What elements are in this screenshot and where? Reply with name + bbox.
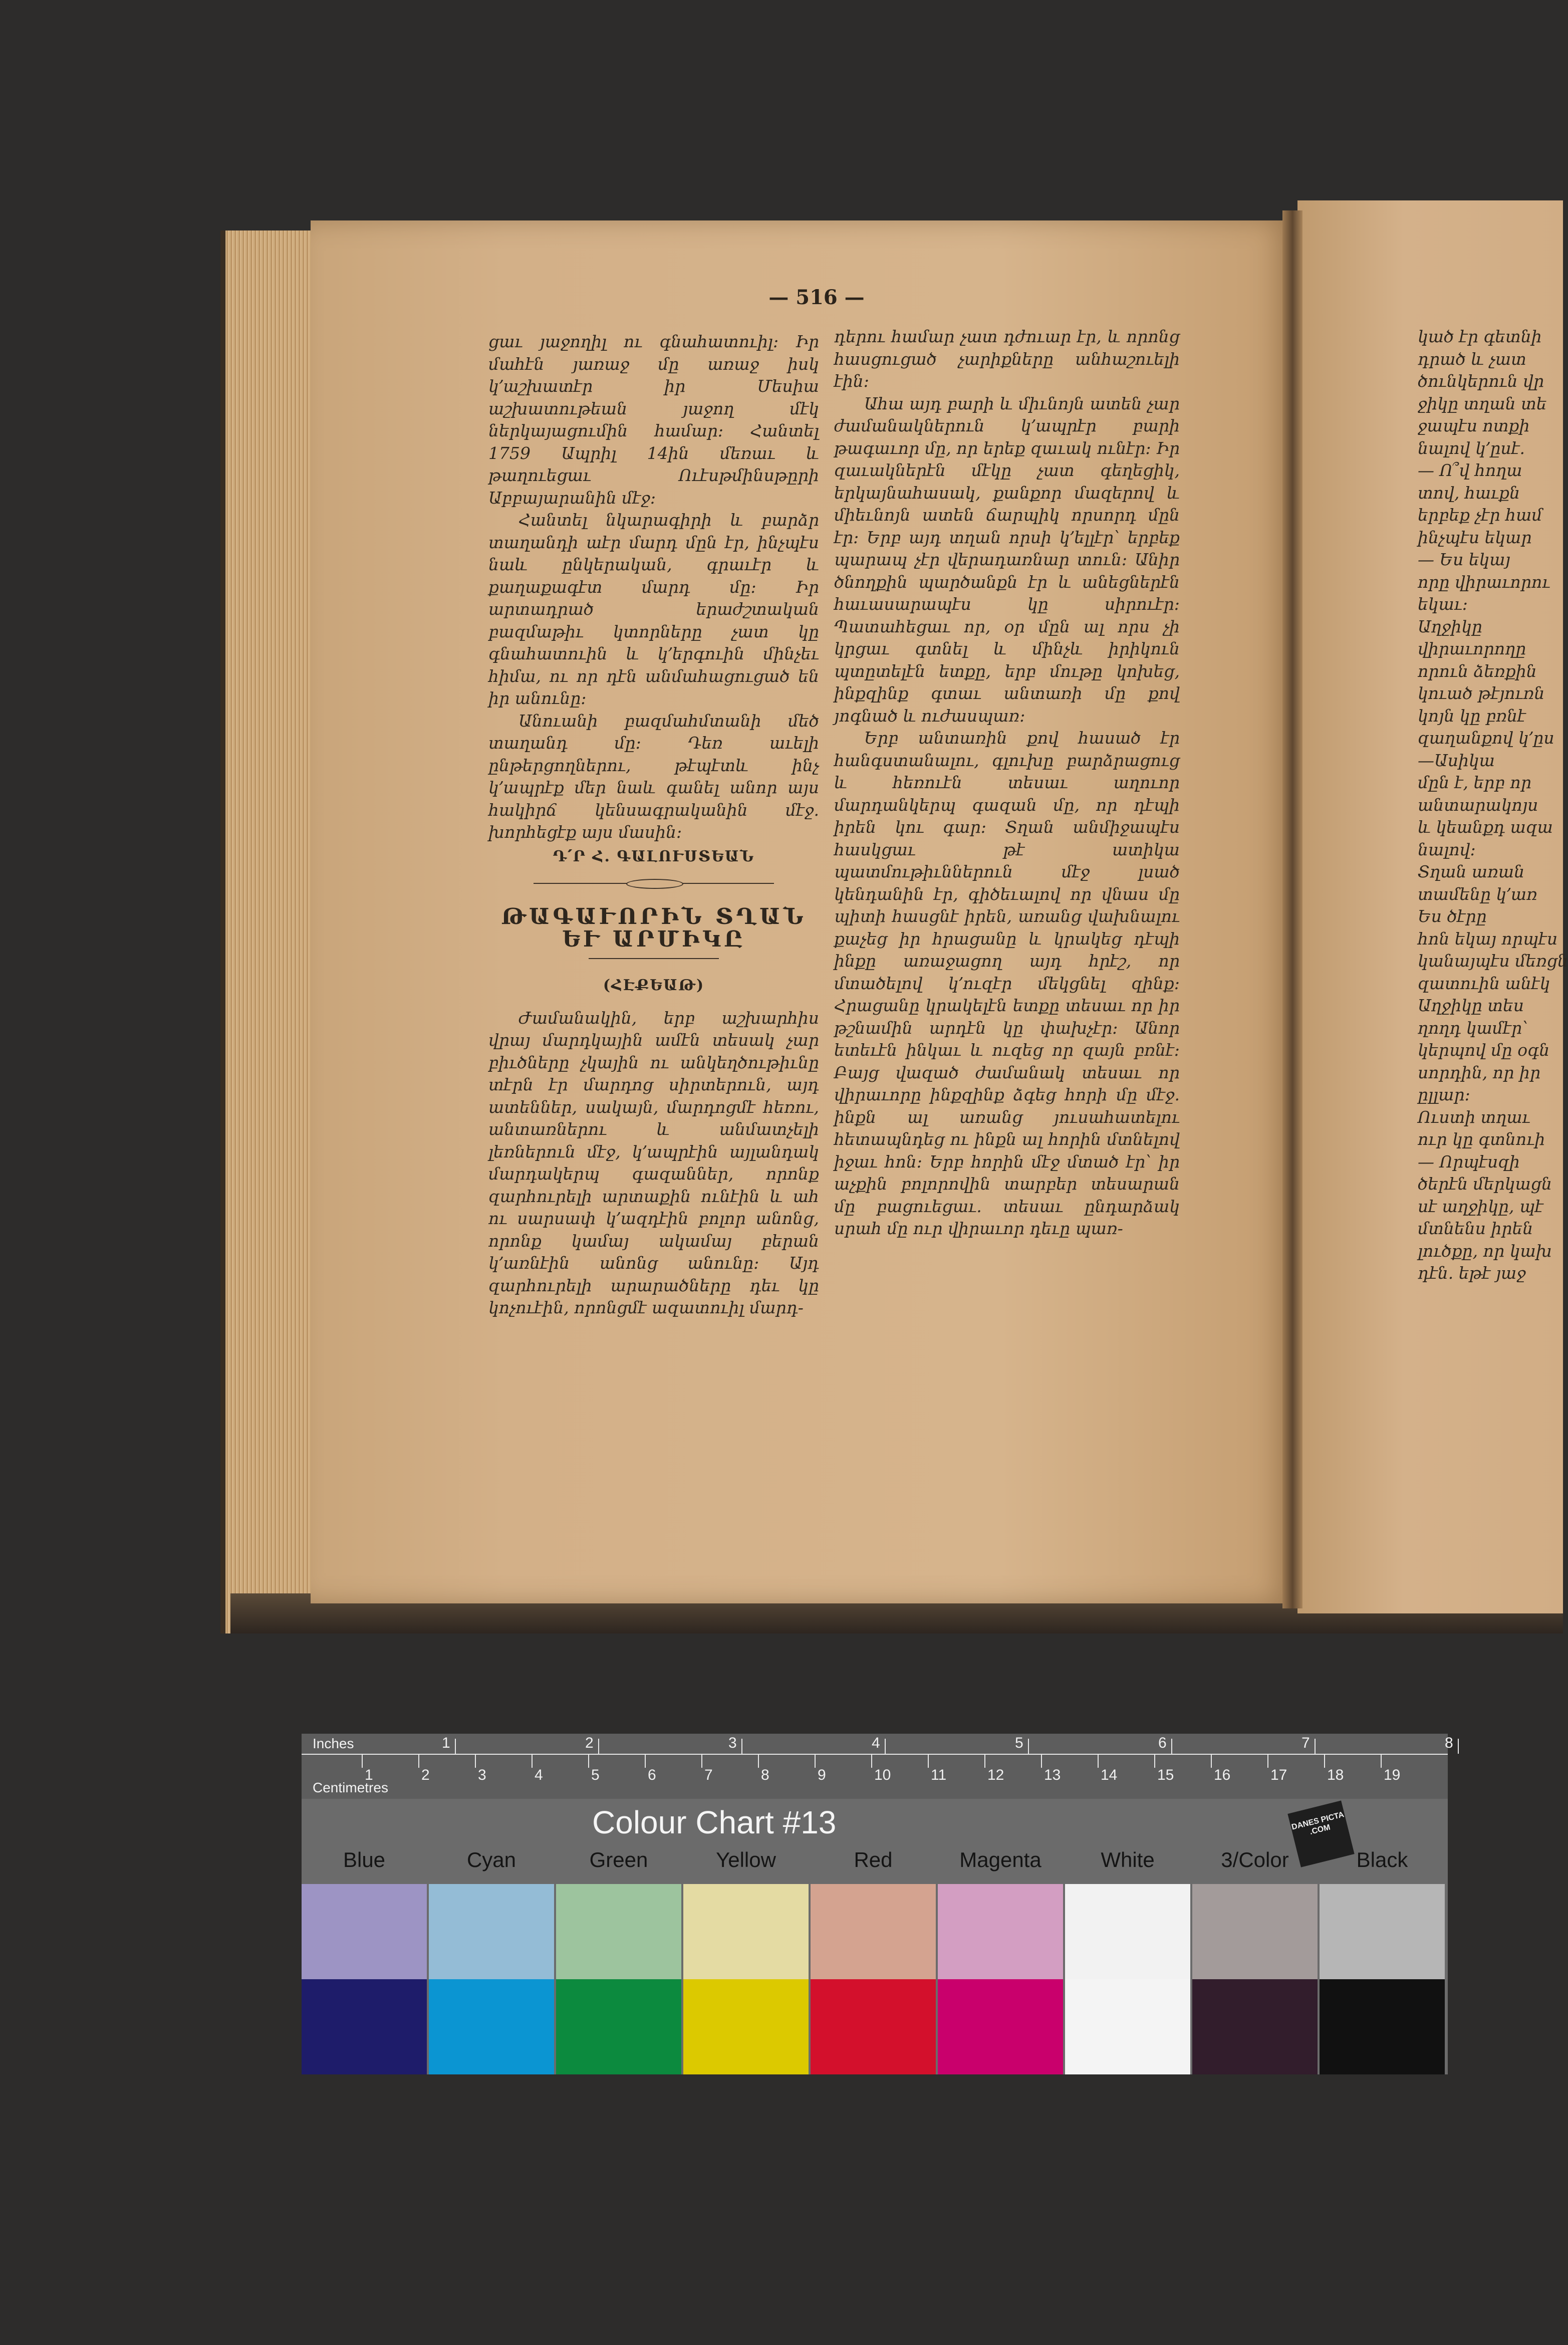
inch-tick bbox=[741, 1739, 742, 1754]
text-line: մտնենս իրեն bbox=[1418, 1219, 1533, 1238]
text-line: Աղջիկը bbox=[1418, 616, 1482, 636]
cm-tick bbox=[928, 1754, 929, 1768]
text-line: երբեք չէր համ bbox=[1418, 505, 1542, 525]
text-line: զաղանքով կ՚ըս bbox=[1418, 728, 1554, 748]
paragraph: Անուանի բազմահմտանի մեծ տաղանդ մը։ Դեռ աւելի ընթերցողներու, թէպէտև ինչ կ՚ապրէք մեր նաև գանել անոր այս հակիրճ կենսագրականին մէջ. խորհեցէք այս մասին։ bbox=[488, 711, 819, 842]
inch-tick bbox=[1171, 1739, 1172, 1754]
inch-tick bbox=[1028, 1739, 1029, 1754]
text-line: ծերէն մերկացն bbox=[1418, 1174, 1552, 1194]
text-line: նալով։ bbox=[1418, 839, 1476, 859]
ruler-line bbox=[302, 1754, 1448, 1755]
text-line: եկաւ։ bbox=[1418, 594, 1468, 614]
swatch-label: Black bbox=[1356, 1848, 1408, 1871]
ruler bbox=[302, 1734, 1453, 1799]
cm-tick-label: 12 bbox=[987, 1767, 1004, 1783]
cm-tick bbox=[815, 1754, 816, 1768]
text-line: Տղան առան bbox=[1418, 862, 1525, 881]
cm-tick bbox=[418, 1754, 419, 1768]
cm-tick-label: 1 bbox=[365, 1767, 373, 1783]
cm-tick bbox=[758, 1754, 759, 1768]
inch-tick bbox=[885, 1739, 886, 1754]
paragraph: Հանտել նկարագիրի և բարձր տաղանդի աէր մարդ մըն էր, ինչպէս նաև ընկերական, գրաւէր և քաղաքագէտ մարդ մը։ Իր արտադրած երաժշտական բազմաթիւ կտորները չատ կը գնահատուին և կ՚երգուին մինչեւ հիմա, ու որ դէն անմահացուցած են իր անունը։ bbox=[488, 510, 819, 708]
swatch-dark bbox=[1192, 1979, 1318, 2074]
swatch-light bbox=[1192, 1884, 1318, 1979]
text-line: տով, հաւքն bbox=[1418, 483, 1520, 503]
cm-tick-label: 7 bbox=[704, 1767, 713, 1783]
cm-tick bbox=[1154, 1754, 1155, 1768]
swatch-dark bbox=[556, 1979, 681, 2074]
inch-tick-label: 7 bbox=[1301, 1735, 1310, 1751]
cm-tick-label: 15 bbox=[1157, 1767, 1174, 1783]
cm-tick bbox=[588, 1754, 589, 1768]
middle-text-column bbox=[834, 326, 1180, 1240]
cm-tick-label: 18 bbox=[1327, 1767, 1344, 1783]
cm-tick-label: 16 bbox=[1214, 1767, 1231, 1783]
swatch-dark bbox=[429, 1979, 554, 2074]
centimetres-label: Centimetres bbox=[313, 1780, 388, 1795]
swatch-light bbox=[1065, 1884, 1190, 1979]
swatch-dark bbox=[683, 1979, 809, 2074]
cm-tick bbox=[1211, 1754, 1212, 1768]
text-line: սորդին, որ իր bbox=[1418, 1062, 1541, 1082]
text-line: կերպով մը օգն bbox=[1418, 1040, 1550, 1060]
cm-tick-label: 13 bbox=[1044, 1767, 1061, 1783]
swatch-label: Red bbox=[854, 1848, 893, 1871]
cm-tick-label: 19 bbox=[1384, 1767, 1401, 1783]
cm-tick-label: 11 bbox=[931, 1767, 947, 1783]
cm-tick-label: 9 bbox=[818, 1767, 826, 1783]
chart-title: Colour Chart #13 bbox=[592, 1804, 837, 1840]
swatch-label: Cyan bbox=[466, 1848, 516, 1871]
text-line: սէ աղջիկը, պէ bbox=[1418, 1196, 1543, 1216]
swatch-label: Green bbox=[589, 1848, 648, 1871]
left-text-column bbox=[488, 331, 819, 1319]
text-line: տամենը կ՚առ bbox=[1418, 884, 1537, 904]
paragraph: ցաւ յաջողիլ ու գնահատուիլ։ Իր մահէն յառաջ մը առաջ իսկ կ՚աշխատէր իր Մեսիա աշխատութեան յաջող մէկ ներկայացումին համար։ Հանտել 1759 Ապրիլ 14ին մեռաւ և թաղուեցաւ Ուէսթմինսթըրի Աբբայարանին մէջ։ bbox=[488, 332, 819, 508]
cm-tick-label: 17 bbox=[1270, 1767, 1287, 1783]
text-line: լուծքը, որ կախ bbox=[1418, 1241, 1552, 1261]
swatch-light bbox=[811, 1884, 936, 1979]
swatch-light bbox=[302, 1884, 427, 1979]
author-signature: Դ՛Ր Հ. ԳԱԼՈՒՍՏԵԱՆ bbox=[553, 847, 755, 865]
text-line: նալով կ՚ըսէ. bbox=[1418, 438, 1525, 458]
cm-tick bbox=[645, 1754, 646, 1768]
cm-tick bbox=[1098, 1754, 1099, 1768]
text-line: — Որպէսզի bbox=[1418, 1151, 1520, 1171]
swatch-dark bbox=[938, 1979, 1063, 2074]
cm-tick bbox=[475, 1754, 476, 1768]
text-line: դէն. եթէ յաջ bbox=[1418, 1263, 1526, 1283]
right-text-column bbox=[1418, 326, 1568, 1285]
inch-tick-label: 6 bbox=[1158, 1735, 1167, 1751]
cm-tick-label: 14 bbox=[1101, 1767, 1118, 1783]
swatch-label: White bbox=[1101, 1848, 1155, 1871]
danes-picta-logo: DANES PICTA .COM bbox=[1287, 1800, 1354, 1867]
text-line: զատուին անէկ bbox=[1418, 973, 1550, 993]
paragraph: Ժամանակին, երբ աշխարհիս վրայ մարդկային ամէն տեսակ չար բիւծները չկային ու անկեղծութիւնը տէրն էր մարդոց սիրտերուն, այդ ատեններ, սակայն, մարդոցմէ հեռու, անտառներու և անմատչելի լեռներուն մէջ, կ՚ապրէին այլանդակ մարդակերպ գազաններ, որոնք զարհուրելի արտաքին ունէին և ահ ու սարսափ կ՚ազդէին բոլոր անոնց, որոնք կամայ ակամայ բերան կ՚առնէին անոնց անունը։ Այդ զարհուրելի արարածները դեւ կը կոչուէին, որոնցմէ ազատուիլ մարդ- bbox=[488, 1008, 819, 1317]
book-gutter bbox=[1282, 210, 1302, 1608]
text-line: որը վիրաւորու bbox=[1418, 572, 1550, 592]
text-line: —Ասիկա bbox=[1418, 750, 1495, 770]
cm-tick bbox=[362, 1754, 363, 1768]
cm-tick-label: 8 bbox=[761, 1767, 769, 1783]
cm-tick-label: 4 bbox=[535, 1767, 543, 1783]
page-number: — 516 — bbox=[768, 286, 865, 309]
paragraph: դերու համար չատ դժուար էր, և որոնց հասցուցած չարիքները անհաշուելի էին։ bbox=[834, 327, 1180, 391]
paragraph: Ահա այդ բարի և միւնոյն ատեն չար ժամանակներուն կ՚ապրէր բարի թագաւոր մը, որ երեք զաւակ ունէր։ Իր զաւակներէն մէկը չատ գեղեցիկ, երկայնահասակ, քանքոր մազերով և միեւնոյն ատեն ճարպիկ որսորդ մըն էր։ Երբ այդ տղան որսի կ՚ելլէր՝ երբեք պարապ չէր վերադառնար տուն։ Անիր ծնողքին պարծանքն էր և անեցներէն հաւասարապէս կը սիրուէր։ Պատահեցաւ որ, օր մըն ալ որս չի կրցաւ գտնել և մինչև իրիկուն պտըտելէն ետքը, երբ մութը կոխեց, ինքզինք գտաւ անտառի մը քով յոգնած և ուժասպառ։ bbox=[834, 393, 1180, 726]
text-line: ուր կը գտնուի bbox=[1418, 1129, 1545, 1149]
cm-tick bbox=[1267, 1754, 1268, 1768]
cm-tick bbox=[1324, 1754, 1325, 1768]
text-line: կոյն կը բռնէ bbox=[1418, 706, 1526, 726]
inch-tick-label: 2 bbox=[585, 1735, 594, 1751]
swatch-dark bbox=[811, 1979, 936, 2074]
text-line: Ուստի տղաւ bbox=[1418, 1107, 1530, 1127]
cm-tick-label: 10 bbox=[874, 1767, 891, 1783]
article-subtitle: (ՀԷՔԵԱԹ) bbox=[603, 977, 705, 994]
swatch-dark bbox=[1320, 1979, 1445, 2074]
text-line: — Ես եկայ bbox=[1418, 550, 1510, 569]
inch-tick-label: 1 bbox=[442, 1735, 450, 1751]
text-line: և կեանքդ ազա bbox=[1418, 817, 1553, 837]
cm-tick bbox=[984, 1754, 985, 1768]
swatch-light bbox=[1320, 1884, 1445, 1979]
text-line: կանայպէս մեռցն bbox=[1418, 951, 1568, 971]
swatch-label: Blue bbox=[343, 1848, 386, 1871]
text-line: Ես ծէրը bbox=[1418, 906, 1487, 926]
inches-label: Inches bbox=[313, 1736, 354, 1751]
text-line: ջիկը տղան տե bbox=[1418, 393, 1547, 413]
cm-tick-label: 5 bbox=[591, 1767, 600, 1783]
text-line: — Ո՞վ հողա bbox=[1418, 460, 1522, 480]
cm-tick bbox=[532, 1754, 533, 1768]
cm-tick bbox=[871, 1754, 872, 1768]
inch-tick bbox=[455, 1739, 456, 1754]
text-line: կած էր գետնի bbox=[1418, 327, 1542, 346]
cm-tick bbox=[1381, 1754, 1382, 1768]
article-title: ԹԱԳԱՒՈՐԻՆ ՏՂԱՆ ԵՒ ԱՐՄԻԿԸ bbox=[501, 904, 807, 952]
inch-tick bbox=[598, 1739, 599, 1754]
text-line: կուած թէյուռն bbox=[1418, 683, 1545, 703]
inch-tick-label: 8 bbox=[1445, 1735, 1453, 1751]
text-line: Աղջիկը տես bbox=[1418, 996, 1524, 1015]
text-line: անտարակոյս bbox=[1418, 795, 1538, 815]
text-line: դրած և չատ bbox=[1418, 349, 1526, 369]
text-line: հոն եկայ որպէս bbox=[1418, 928, 1558, 949]
cm-tick-label: 3 bbox=[478, 1767, 486, 1783]
inch-tick-label: 3 bbox=[728, 1735, 737, 1751]
swatch-light bbox=[429, 1884, 554, 1979]
text-line: ջապէս ոտքի bbox=[1418, 416, 1530, 435]
book-page-edges bbox=[220, 230, 326, 1633]
text-line: ինչպէս եկար bbox=[1418, 527, 1532, 547]
text-line: որուն ձեռքին bbox=[1418, 661, 1537, 681]
text-line: ըլլար։ bbox=[1418, 1085, 1470, 1104]
inch-tick bbox=[1458, 1739, 1459, 1754]
swatch-dark bbox=[302, 1979, 427, 2074]
swatch-label: Yellow bbox=[716, 1848, 776, 1871]
inch-tick bbox=[1315, 1739, 1316, 1754]
text-line: վիրաւորողը bbox=[1418, 639, 1526, 658]
ornamental-divider bbox=[488, 876, 819, 891]
swatch-label: 3/Color bbox=[1221, 1848, 1289, 1871]
swatch-light bbox=[683, 1884, 809, 1979]
cm-tick bbox=[701, 1754, 702, 1768]
text-line: ծունկերուն վր bbox=[1418, 371, 1544, 391]
colour-chart bbox=[302, 1734, 1453, 2074]
cm-tick bbox=[1041, 1754, 1042, 1768]
inch-tick-label: 4 bbox=[872, 1735, 880, 1751]
swatch-light bbox=[938, 1884, 1063, 1979]
cm-tick-label: 2 bbox=[421, 1767, 430, 1783]
swatch-dark bbox=[1065, 1979, 1190, 2074]
text-line: մըն է, երբ որ bbox=[1418, 773, 1532, 792]
paragraph: Երբ անտառին քով հասած էր հանգստանալու, գլուխը բարձրացուց և հեռուէն տեսաւ աղուոր մարդանկերպ գազան մը, որ դէպի իրեն կու գար։ Տղան անմիջապէս հասկցաւ թէ ատիկա պատմութիւններուն մէջ լսած կենդանին էր, գիծեւալով որ վնաս մը պիտի հասցնէ իրեն, առանց վախնալու քաչեց իր հրացանը և կրակեց դէպի ինքը առաջացող այդ հրէշ, որ մտածելով կ՚ուզէր մեկցնել զինք։ Հրացանը կրակելէն ետքը տեսաւ որ իր թշնամին արդէն կը փախչէր։ Անոր ետեւէն ինկաւ և ուզեց որ զայն բռնէ։ Բայց վազած ժամանակ տեսաւ որ վիրաւորը ինքզինք ձգեց հորի մը մէջ. ինքն ալ առանց յուսահատելու հետապնդեց ու ինքն ալ հորին մտնելով իջաւ հոն։ Երբ հորին մէջ մտած էր՝ իր աչքին բոլորովին տարբեր տեսարան մը բացուեցաւ. տեսաւ ընդարձակ սրահ մը ուր վիրաւոր դեւը պառ- bbox=[834, 728, 1180, 1238]
text-line: ղողդ կամէր՝ bbox=[1418, 1018, 1528, 1038]
inch-tick-label: 5 bbox=[1015, 1735, 1023, 1751]
cm-tick-label: 6 bbox=[648, 1767, 656, 1783]
swatch-light bbox=[556, 1884, 681, 1979]
swatch-label: Magenta bbox=[959, 1848, 1041, 1871]
title-ornament bbox=[488, 954, 819, 964]
